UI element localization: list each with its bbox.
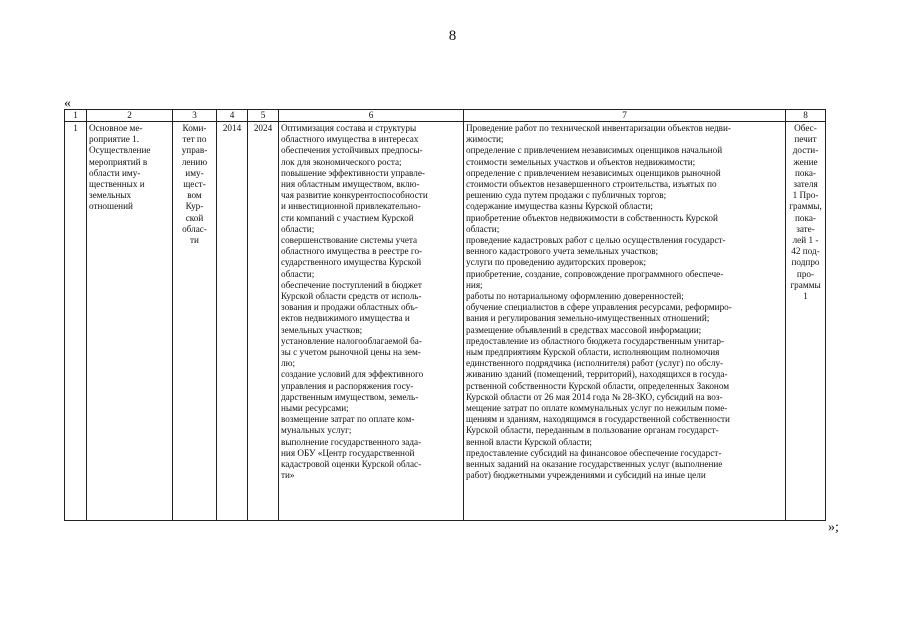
column-number-row: [65, 110, 826, 122]
text-line: области;: [281, 268, 315, 279]
text-line: земельных: [89, 190, 132, 201]
text-line: лению: [181, 156, 208, 167]
text-line: мещение затрат по оплате коммунальных услуг по нежилым поме-: [466, 403, 728, 414]
text-line: работы по нотариальному оформлению доверенностей;: [466, 291, 684, 302]
text-line: Курской области, переданным в пользование органам государст-: [466, 425, 719, 436]
start-year-cell: 2014: [217, 122, 248, 521]
text-line: ния;: [466, 279, 483, 290]
text-line: работ) бюджетными учреждениями и субсидий на иные цели: [466, 470, 706, 481]
text-line: жение: [793, 156, 818, 167]
text-line: подпро: [791, 257, 820, 268]
text-line: жимости;: [466, 134, 504, 145]
text-line: лю;: [281, 358, 296, 369]
text-line: Кур-: [185, 201, 204, 212]
text-line: приобретение объектов недвижимости в собственность Курской: [466, 212, 718, 223]
text-line: отношений: [89, 201, 133, 212]
opening-quote-mark: «: [64, 96, 71, 111]
text-line: вом: [187, 190, 202, 201]
text-line: области;: [466, 223, 500, 234]
text-line: ния ОБУ «Центр государственной: [281, 447, 415, 458]
text-line: венных заданий на оказание государственных услуг (выполнение: [466, 459, 723, 470]
text-line: и инвестиционной привлекательно-: [281, 201, 421, 212]
column-header-4: 4: [217, 110, 248, 122]
text-line: 1 Про-: [792, 190, 819, 201]
text-line: предоставление субсидий на финансовое обеспечение государст-: [466, 447, 722, 458]
event-name-cell: [87, 122, 173, 521]
text-line: мероприятий в: [89, 156, 148, 167]
text-line: выполнение государственного зада-: [281, 436, 422, 447]
text-line: решению суда путем продажи с публичных торгов;: [466, 190, 667, 201]
text-line: ти»: [281, 470, 295, 481]
text-line: зателя: [793, 179, 818, 190]
text-line: установление налогооблагаемой ба-: [281, 335, 422, 346]
text-line: пока-: [795, 167, 816, 178]
text-line: печит: [794, 134, 817, 145]
text-line: ектов недвижимого имущества и: [281, 313, 410, 324]
text-line: сударственного имущества Курской: [281, 257, 422, 268]
text-line: мунальных услуг;: [281, 425, 352, 436]
text-line: Проведение работ по технической инвентаризации объектов недви-: [466, 123, 731, 133]
column-header-5: 5: [248, 110, 279, 122]
text-line: ти: [190, 235, 199, 246]
text-line: создание условий для эффективного: [281, 369, 424, 380]
text-line: рственной собственности Курской области, определенных Законом: [466, 380, 730, 391]
text-line: дарственным имуществом, земель-: [281, 391, 419, 402]
text-line: облас-: [182, 223, 207, 234]
text-line: живанию зданий (помещений, территорий), находящихся в госуда-: [466, 369, 728, 380]
text-line: предоставление из областного бюджета государственным унитар-: [466, 335, 725, 346]
text-line: зы с учетом рыночной цены на зем-: [281, 347, 421, 358]
text-line: Курской области от 26 мая 2014 года № 28-ЗКО, субсидий на воз-: [466, 391, 723, 402]
text-line: венной власти Курской области;: [466, 436, 592, 447]
text-line: единственного подрядчика (исполнителя) работ (услуг) по обслу-: [466, 358, 724, 369]
text-line: Основное ме-: [89, 123, 143, 133]
text-line: сти компаний с участием Курской: [281, 212, 414, 223]
column-header-2: 2: [87, 110, 173, 122]
text-line: чая развитие конкурентоспособности: [281, 190, 428, 201]
text-line: Коми-: [182, 123, 207, 133]
expected-results-cell: [279, 122, 464, 521]
text-line: управления и распоряжения госу-: [281, 380, 414, 391]
text-line: размещение объявлений в средствах массовой информации;: [466, 324, 702, 335]
text-line: содержание имущества казны Курской области;: [466, 201, 653, 212]
text-line: ным предприятиям Курской области, исполняющим полномочия: [466, 347, 720, 358]
text-line: Обес-: [794, 123, 817, 133]
text-line: Оптимизация состава и структуры: [281, 123, 417, 133]
text-line: пока-: [795, 212, 816, 223]
text-line: проведение кадастровых работ с целью осуществления государст-: [466, 235, 726, 246]
text-line: стоимости земельных участков и объектов недвижимости;: [466, 156, 696, 167]
text-line: лей 1 -: [792, 235, 819, 246]
column-header-8: 8: [786, 110, 826, 122]
table-row: [65, 122, 826, 521]
row-number-cell: 1: [65, 122, 87, 521]
closing-quote-mark: »;: [828, 520, 839, 535]
main-directions-cell: [464, 122, 786, 521]
text-line: тет по: [182, 134, 207, 145]
text-line: щественных и: [89, 179, 145, 190]
text-line: 42 под-: [791, 246, 820, 257]
text-line: иму-: [185, 167, 204, 178]
text-line: щест-: [183, 179, 206, 190]
text-line: услуги по проведению аудиторских проверок;: [466, 257, 647, 268]
text-line: вания и регулирования земельно-имущественных отношений;: [466, 313, 710, 324]
end-year-cell: 2024: [248, 122, 279, 521]
text-line: лок для экономического роста;: [281, 156, 402, 167]
program-table: [64, 109, 826, 521]
text-line: определение с привлечением независимых оценщиков рыночной: [466, 167, 721, 178]
page-number: 8: [448, 28, 457, 44]
text-line: зате-: [796, 223, 815, 234]
text-line: щениям и зданиям, находящимся в государственной собственности: [466, 414, 730, 425]
text-line: ния областным имуществом, вклю-: [281, 179, 420, 190]
text-line: граммы 1: [790, 279, 821, 302]
text-line: управ-: [181, 145, 208, 156]
text-line: роприятие 1.: [89, 134, 140, 145]
column-header-3: 3: [173, 110, 217, 122]
text-line: Осуществление: [89, 145, 151, 156]
text-line: повышение эффективности управле-: [281, 167, 425, 178]
text-line: венного кадастрового учета земельных участков;: [466, 246, 659, 257]
text-line: граммы,: [789, 201, 822, 212]
text-line: дости-: [792, 145, 819, 156]
text-line: приобретение, создание, сопровождение программного обеспече-: [466, 268, 724, 279]
text-line: областного имущества в реестре го-: [281, 246, 423, 257]
text-line: про-: [796, 268, 815, 279]
text-line: обеспечения устойчивых предпосы-: [281, 145, 423, 156]
text-line: области иму-: [89, 167, 141, 178]
text-line: кадастровой оценки Курской облас-: [281, 459, 422, 470]
text-line: земельных участков;: [281, 324, 363, 335]
text-line: ской: [185, 212, 204, 223]
column-header-7: 7: [464, 110, 786, 122]
text-line: области;: [281, 223, 315, 234]
indicator-link-cell: [786, 122, 826, 521]
text-line: Курской области средств от исполь-: [281, 291, 422, 302]
text-line: зования и продажи областных объ-: [281, 302, 418, 313]
text-line: ными ресурсами;: [281, 403, 349, 414]
column-header-6: 6: [279, 110, 464, 122]
executor-cell: [173, 122, 217, 521]
text-line: областного имущества в интересах: [281, 134, 419, 145]
text-line: возмещение затрат по оплате ком-: [281, 414, 415, 425]
text-line: совершенствование системы учета: [281, 235, 418, 246]
text-line: обучение специалистов в сфере управления ресурсами, реформиро-: [466, 302, 732, 313]
text-line: определение с привлечением независимых оценщиков начальной: [466, 145, 723, 156]
text-line: обеспечение поступлений в бюджет: [281, 279, 422, 290]
text-line: стоимости объектов незавершенного строительства, изъятых по: [466, 179, 717, 190]
column-header-1: 1: [65, 110, 87, 122]
